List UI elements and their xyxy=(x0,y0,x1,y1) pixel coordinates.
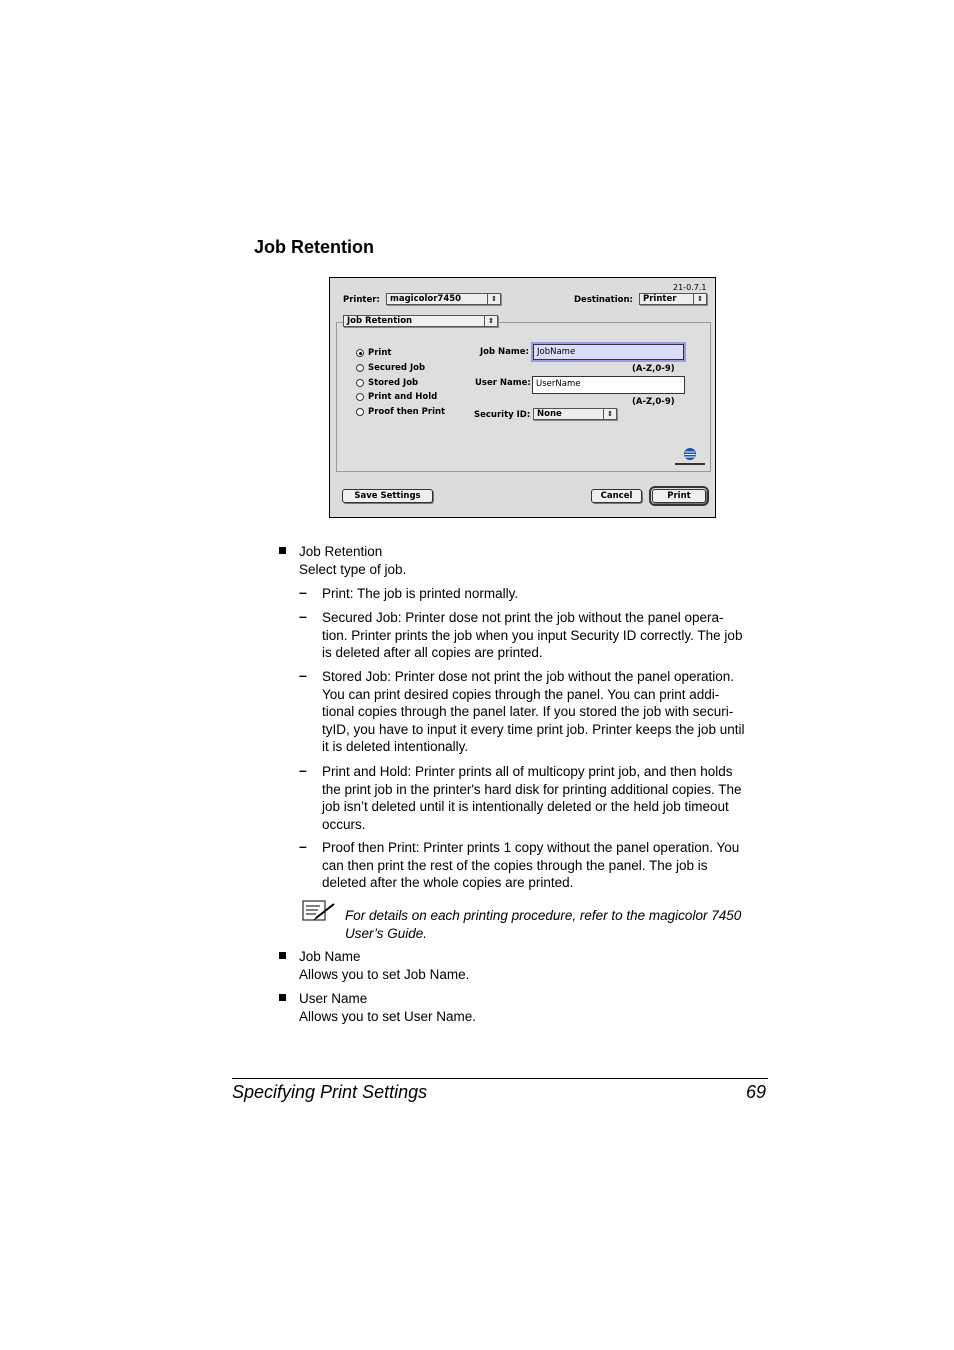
panel-select[interactable] xyxy=(343,315,498,327)
option-print-and-hold[interactable] xyxy=(356,391,437,403)
page-number: 69 xyxy=(746,1082,767,1102)
option-label: Proof then Print xyxy=(368,407,446,417)
dash-icon: – xyxy=(299,838,307,854)
option-label: Stored Job xyxy=(368,378,419,388)
user-name-input[interactable]: UserName xyxy=(532,376,685,394)
destination-select-value: Printer xyxy=(643,294,677,304)
printer-select[interactable] xyxy=(386,293,501,305)
security-id-value: None xyxy=(537,409,562,419)
settings-group xyxy=(336,322,711,472)
bullet-square-icon xyxy=(279,994,286,1001)
item-title: Job Retention xyxy=(299,544,383,559)
destination-label: Destination: xyxy=(574,295,633,305)
note-text xyxy=(345,907,741,942)
user-name-hint: (A-Z,0-9) xyxy=(632,397,675,407)
updown-arrows-icon: ⇕ xyxy=(603,409,616,419)
dash-icon: – xyxy=(299,584,307,600)
radio-icon xyxy=(356,364,364,372)
option-stored-job[interactable] xyxy=(356,377,418,389)
sub-item xyxy=(322,763,742,833)
sub-item xyxy=(322,609,742,662)
item-desc: Select type of job. xyxy=(299,562,407,577)
sub-item xyxy=(322,585,518,603)
radio-icon xyxy=(356,393,364,401)
dash-icon: – xyxy=(299,608,307,624)
job-name-input[interactable]: JobName xyxy=(533,344,684,360)
updown-arrows-icon: ⇕ xyxy=(484,316,497,326)
destination-select[interactable] xyxy=(639,293,707,305)
job-name-label: Job Name: xyxy=(480,347,529,357)
updown-arrows-icon: ⇕ xyxy=(487,294,500,304)
bullet-square-icon xyxy=(279,952,286,959)
section-title: Job Retention xyxy=(254,237,374,257)
dash-icon: – xyxy=(299,762,307,778)
note-pencil-icon xyxy=(302,899,336,923)
text-line: For details on each printing procedure, refer to the magicolor 7450 xyxy=(345,908,742,923)
user-name-label: User Name: xyxy=(475,378,531,388)
text-line: job isn’t deleted until it is intentionally deleted or the held job timeout xyxy=(322,799,729,814)
text-line: Secured Job: Printer dose not print the job without the panel opera- xyxy=(322,610,724,625)
text-line: occurs. xyxy=(322,816,366,832)
updown-arrows-icon: ⇕ xyxy=(693,294,706,304)
text-line: tyID, you have to input it every time print job. Printer keeps the job until xyxy=(322,721,745,737)
bullet-square-icon xyxy=(279,547,286,554)
text-line: deleted after the whole copies are printed. xyxy=(322,875,574,890)
option-secured-job[interactable] xyxy=(356,362,425,374)
print-dialog xyxy=(329,277,716,518)
item-title: Job Name xyxy=(299,949,361,964)
printer-select-value: magicolor7450 xyxy=(390,294,462,304)
printer-label: Printer: xyxy=(343,295,380,305)
text-line: tional copies through the panel later. If you stored the job with securi- xyxy=(322,704,734,719)
text-line: User’s Guide. xyxy=(345,925,428,941)
save-settings-button[interactable]: Save Settings xyxy=(342,489,433,503)
konica-minolta-logo-icon xyxy=(673,447,707,469)
option-label: Print xyxy=(368,348,392,358)
text-line: is deleted after all copies are printed. xyxy=(322,645,543,660)
text-line: You can print desired copies through the panel. You can print addi- xyxy=(322,686,720,702)
radio-selected-icon xyxy=(356,349,364,357)
footer-rule xyxy=(232,1078,768,1079)
text-line: Stored Job: Printer dose not print the job without the panel operation. xyxy=(322,669,735,684)
text-line: can then print the rest of the copies through the panel. The job is xyxy=(322,857,708,873)
item-desc: Allows you to set Job Name. xyxy=(299,967,470,982)
text-line: the print job in the printer's hard disk for printing additional copies. The xyxy=(322,781,742,797)
option-proof-then-print[interactable] xyxy=(356,406,445,418)
security-id-select[interactable] xyxy=(533,408,617,420)
cancel-button[interactable]: Cancel xyxy=(591,489,642,503)
radio-icon xyxy=(356,379,364,387)
text-line: Print: The job is printed normally. xyxy=(322,586,519,601)
panel-select-value: Job Retention xyxy=(347,316,413,326)
item-desc: Allows you to set User Name. xyxy=(299,1009,477,1024)
sub-item xyxy=(322,668,744,756)
security-id-label: Security ID: xyxy=(474,410,531,420)
option-label: Secured Job xyxy=(368,363,426,373)
dash-icon: – xyxy=(299,667,307,683)
text-line: it is deleted intentionally. xyxy=(322,739,469,754)
footer-title: Specifying Print Settings xyxy=(232,1082,428,1102)
version-label: 21-0.7.1 xyxy=(673,283,707,292)
job-name-hint: (A-Z,0-9) xyxy=(632,364,675,374)
text-line: tion. Printer prints the job when you input Security ID correctly. The job xyxy=(322,627,743,643)
option-label: Print and Hold xyxy=(368,392,438,402)
item-title: User Name xyxy=(299,991,368,1006)
text-line: Proof then Print: Printer prints 1 copy without the panel operation. You xyxy=(322,840,740,855)
text-line: Print and Hold: Printer prints all of multicopy print job, and then holds xyxy=(322,764,733,779)
sub-item xyxy=(322,839,739,892)
print-button[interactable]: Print xyxy=(652,489,706,503)
option-print[interactable] xyxy=(356,347,391,359)
radio-icon xyxy=(356,408,364,416)
